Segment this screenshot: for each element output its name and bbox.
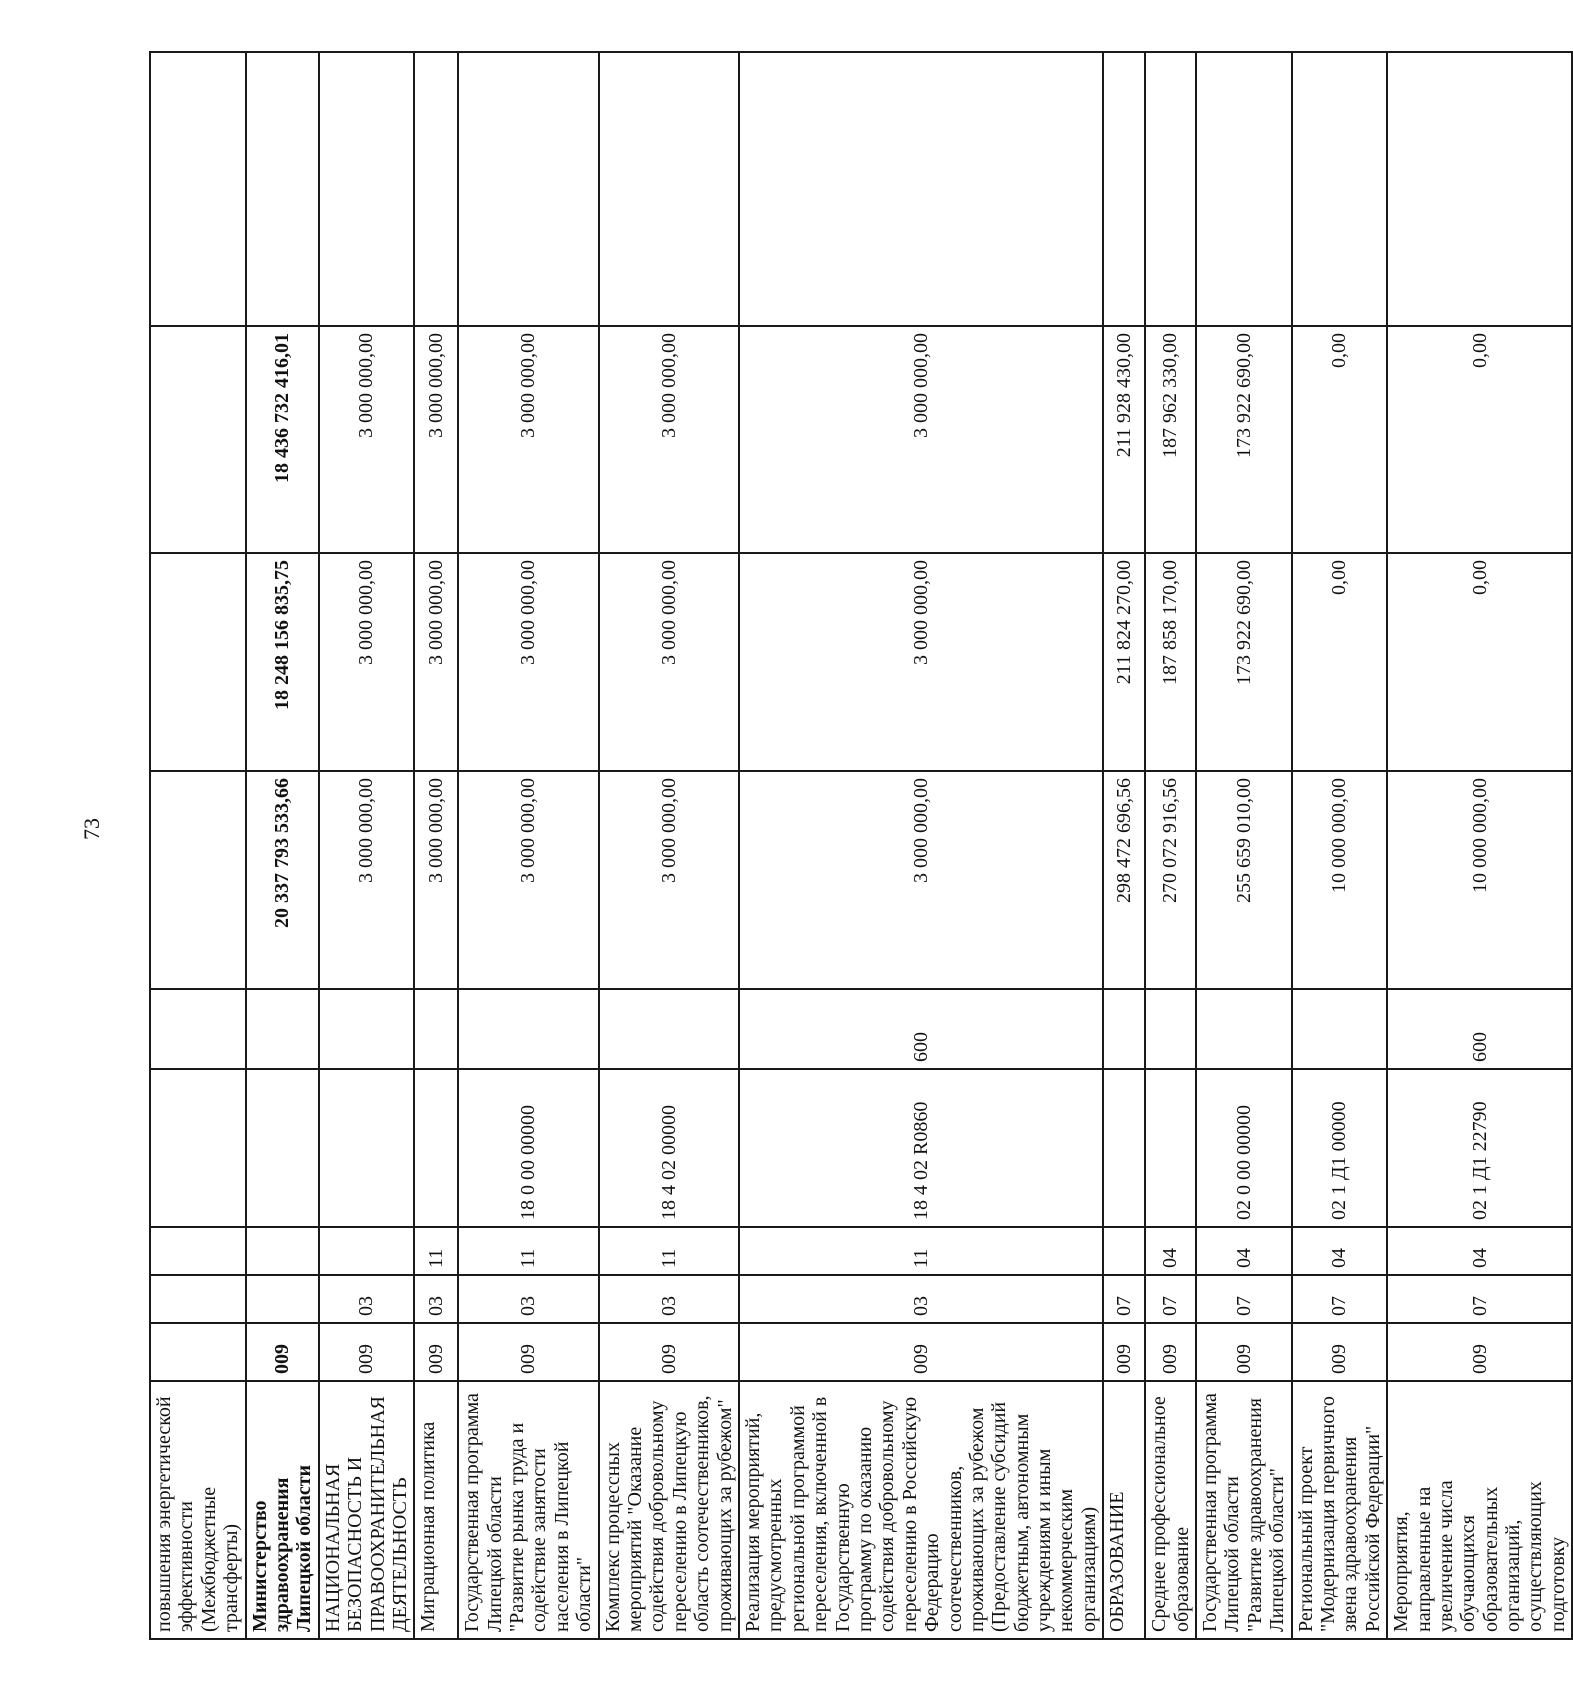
target-article-cell xyxy=(246,1069,319,1227)
target-article-cell xyxy=(150,1069,246,1227)
subsection-code-cell: 11 xyxy=(599,1227,739,1275)
subsection-code-cell xyxy=(319,1227,415,1275)
table-body xyxy=(150,52,1572,1639)
table-row xyxy=(1387,52,1572,1639)
row-name-cell: НАЦИОНАЛЬНАЯ БЕЗОПАСНОСТЬ И ПРАВООХРАНИТЕЛЬНАЯ ДЕЯТЕЛЬНОСТЬ xyxy=(319,1381,415,1639)
target-article-cell xyxy=(1145,1069,1196,1227)
amount-col2-cell xyxy=(150,553,246,771)
amount-col3-cell: 187 962 330,00 xyxy=(1145,326,1196,553)
section-code-cell: 07 xyxy=(1196,1275,1292,1323)
expense-type-cell xyxy=(1292,989,1388,1069)
target-article-cell xyxy=(414,1069,458,1227)
empty-cell xyxy=(458,52,598,326)
row-name-cell: Мероприятия, направленные на увеличение числа обучающихся образовательных организаций, осуществляющих подготовку xyxy=(1387,1381,1572,1639)
empty-cell xyxy=(414,52,458,326)
subsection-code-cell: 11 xyxy=(458,1227,598,1275)
target-article-cell: 02 1 Д1 00000 xyxy=(1292,1069,1388,1227)
ved-code-cell: 009 xyxy=(1103,1323,1145,1381)
amount-col3-cell: 18 436 732 416,01 xyxy=(246,326,319,553)
ved-code-cell: 009 xyxy=(739,1323,1103,1381)
row-name-cell: Комплекс процессных мероприятий "Оказание содействия добровольному переселению в Липецкую область соотечественников, проживающих за рубежом" xyxy=(599,1381,739,1639)
amount-col1-cell: 298 472 696,56 xyxy=(1103,771,1145,989)
empty-cell xyxy=(150,52,246,326)
table-row xyxy=(1196,52,1292,1639)
expense-type-cell xyxy=(1196,989,1292,1069)
table-row xyxy=(246,52,319,1639)
ved-code-cell: 009 xyxy=(414,1323,458,1381)
empty-cell xyxy=(319,52,415,326)
expense-type-cell xyxy=(150,989,246,1069)
subsection-code-cell: 11 xyxy=(414,1227,458,1275)
empty-cell xyxy=(1103,52,1145,326)
row-name-cell: повышения энергетической эффективности (Межбюджетные трансферты) xyxy=(150,1381,246,1639)
amount-col2-cell: 18 248 156 835,75 xyxy=(246,553,319,771)
empty-cell xyxy=(599,52,739,326)
section-code-cell: 03 xyxy=(599,1275,739,1323)
row-name-cell: Среднее профессиональное образование xyxy=(1145,1381,1196,1639)
row-name-cell: Государственная программа Липецкой области "Развитие здравоохранения Липецкой области" xyxy=(1196,1381,1292,1639)
amount-col3-cell: 0,00 xyxy=(1387,326,1572,553)
expense-type-cell xyxy=(1103,989,1145,1069)
expense-type-cell xyxy=(599,989,739,1069)
row-name-cell: Государственная программа Липецкой области "Развитие рынка труда и содействие занятости населения в Липецкой области" xyxy=(458,1381,598,1639)
subsection-code-cell xyxy=(1103,1227,1145,1275)
amount-col1-cell: 255 659 010,00 xyxy=(1196,771,1292,989)
row-name-cell: Министерство здравоохранения Липецкой области xyxy=(246,1381,319,1639)
amount-col3-cell: 173 922 690,00 xyxy=(1196,326,1292,553)
table-row xyxy=(414,52,458,1639)
table-row xyxy=(458,52,598,1639)
target-article-cell: 02 0 00 00000 xyxy=(1196,1069,1292,1227)
section-code-cell: 07 xyxy=(1387,1275,1572,1323)
row-name-cell: Миграционная политика xyxy=(414,1381,458,1639)
section-code-cell: 03 xyxy=(414,1275,458,1323)
empty-cell xyxy=(739,52,1103,326)
subsection-code-cell xyxy=(246,1227,319,1275)
amount-col1-cell: 20 337 793 533,66 xyxy=(246,771,319,989)
amount-col2-cell: 0,00 xyxy=(1387,553,1572,771)
amount-col2-cell: 3 000 000,00 xyxy=(599,553,739,771)
table-row xyxy=(1145,52,1196,1639)
section-code-cell: 03 xyxy=(319,1275,415,1323)
amount-col3-cell: 3 000 000,00 xyxy=(739,326,1103,553)
amount-col1-cell: 3 000 000,00 xyxy=(414,771,458,989)
ved-code-cell: 009 xyxy=(1292,1323,1388,1381)
target-article-cell: 18 4 02 00000 xyxy=(599,1069,739,1227)
section-code-cell: 07 xyxy=(1292,1275,1388,1323)
table-row xyxy=(319,52,415,1639)
expense-type-cell xyxy=(246,989,319,1069)
amount-col2-cell: 211 824 270,00 xyxy=(1103,553,1145,771)
section-code-cell xyxy=(150,1275,246,1323)
target-article-cell xyxy=(319,1069,415,1227)
amount-col1-cell: 3 000 000,00 xyxy=(739,771,1103,989)
amount-col1-cell: 10 000 000,00 xyxy=(1292,771,1388,989)
section-code-cell xyxy=(246,1275,319,1323)
amount-col1-cell: 3 000 000,00 xyxy=(458,771,598,989)
budget-table xyxy=(149,51,1573,1640)
expense-type-cell xyxy=(319,989,415,1069)
table-row xyxy=(739,52,1103,1639)
amount-col3-cell xyxy=(150,326,246,553)
amount-col3-cell: 3 000 000,00 xyxy=(458,326,598,553)
empty-cell xyxy=(1196,52,1292,326)
amount-col1-cell: 10 000 000,00 xyxy=(1387,771,1572,989)
subsection-code-cell: 04 xyxy=(1196,1227,1292,1275)
empty-cell xyxy=(1145,52,1196,326)
subsection-code-cell: 04 xyxy=(1292,1227,1388,1275)
amount-col2-cell: 3 000 000,00 xyxy=(739,553,1103,771)
expense-type-cell: 600 xyxy=(1387,989,1572,1069)
amount-col1-cell: 3 000 000,00 xyxy=(319,771,415,989)
rotated-budget-table-wrapper xyxy=(149,53,1569,1640)
amount-col3-cell: 211 928 430,00 xyxy=(1103,326,1145,553)
page-number: 73 xyxy=(79,818,104,840)
section-code-cell: 03 xyxy=(739,1275,1103,1323)
amount-col1-cell: 270 072 916,56 xyxy=(1145,771,1196,989)
ved-code-cell: 009 xyxy=(246,1323,319,1381)
amount-col1-cell xyxy=(150,771,246,989)
section-code-cell: 07 xyxy=(1145,1275,1196,1323)
row-name-cell: ОБРАЗОВАНИЕ xyxy=(1103,1381,1145,1639)
amount-col3-cell: 3 000 000,00 xyxy=(414,326,458,553)
empty-cell xyxy=(1387,52,1572,326)
amount-col2-cell: 173 922 690,00 xyxy=(1196,553,1292,771)
expense-type-cell xyxy=(414,989,458,1069)
amount-col2-cell: 3 000 000,00 xyxy=(414,553,458,771)
amount-col2-cell: 3 000 000,00 xyxy=(319,553,415,771)
table-row xyxy=(1292,52,1388,1639)
ved-code-cell: 009 xyxy=(458,1323,598,1381)
target-article-cell: 02 1 Д1 22790 xyxy=(1387,1069,1572,1227)
amount-col3-cell: 3 000 000,00 xyxy=(599,326,739,553)
expense-type-cell xyxy=(458,989,598,1069)
ved-code-cell: 009 xyxy=(319,1323,415,1381)
subsection-code-cell: 04 xyxy=(1145,1227,1196,1275)
empty-cell xyxy=(246,52,319,326)
ved-code-cell: 009 xyxy=(1145,1323,1196,1381)
subsection-code-cell: 11 xyxy=(739,1227,1103,1275)
empty-cell xyxy=(1292,52,1388,326)
amount-col1-cell: 3 000 000,00 xyxy=(599,771,739,989)
target-article-cell xyxy=(1103,1069,1145,1227)
expense-type-cell xyxy=(1145,989,1196,1069)
ved-code-cell xyxy=(150,1323,246,1381)
target-article-cell: 18 4 02 R0860 xyxy=(739,1069,1103,1227)
amount-col2-cell: 187 858 170,00 xyxy=(1145,553,1196,771)
table-row xyxy=(1103,52,1145,1639)
row-name-cell: Региональный проект "Модернизация первичного звена здравоохранения Российской Федерации" xyxy=(1292,1381,1388,1639)
row-name-cell: Реализация мероприятий, предусмотренных региональной программой переселения, включенной в Государственную программу по оказанию содействия добровольному переселению в Российскую Федерацию соотечественников, проживающих за рубежом (Предоставление субсидий бюджетным, автономным учреждениям и иным некоммерческим организациям) xyxy=(739,1381,1103,1639)
table-row xyxy=(150,52,246,1639)
amount-col2-cell: 0,00 xyxy=(1292,553,1388,771)
table-row xyxy=(599,52,739,1639)
amount-col3-cell: 3 000 000,00 xyxy=(319,326,415,553)
subsection-code-cell xyxy=(150,1227,246,1275)
subsection-code-cell: 04 xyxy=(1387,1227,1572,1275)
ved-code-cell: 009 xyxy=(1387,1323,1572,1381)
section-code-cell: 03 xyxy=(458,1275,598,1323)
ved-code-cell: 009 xyxy=(1196,1323,1292,1381)
section-code-cell: 07 xyxy=(1103,1275,1145,1323)
ved-code-cell: 009 xyxy=(599,1323,739,1381)
amount-col3-cell: 0,00 xyxy=(1292,326,1388,553)
amount-col2-cell: 3 000 000,00 xyxy=(458,553,598,771)
expense-type-cell: 600 xyxy=(739,989,1103,1069)
target-article-cell: 18 0 00 00000 xyxy=(458,1069,598,1227)
